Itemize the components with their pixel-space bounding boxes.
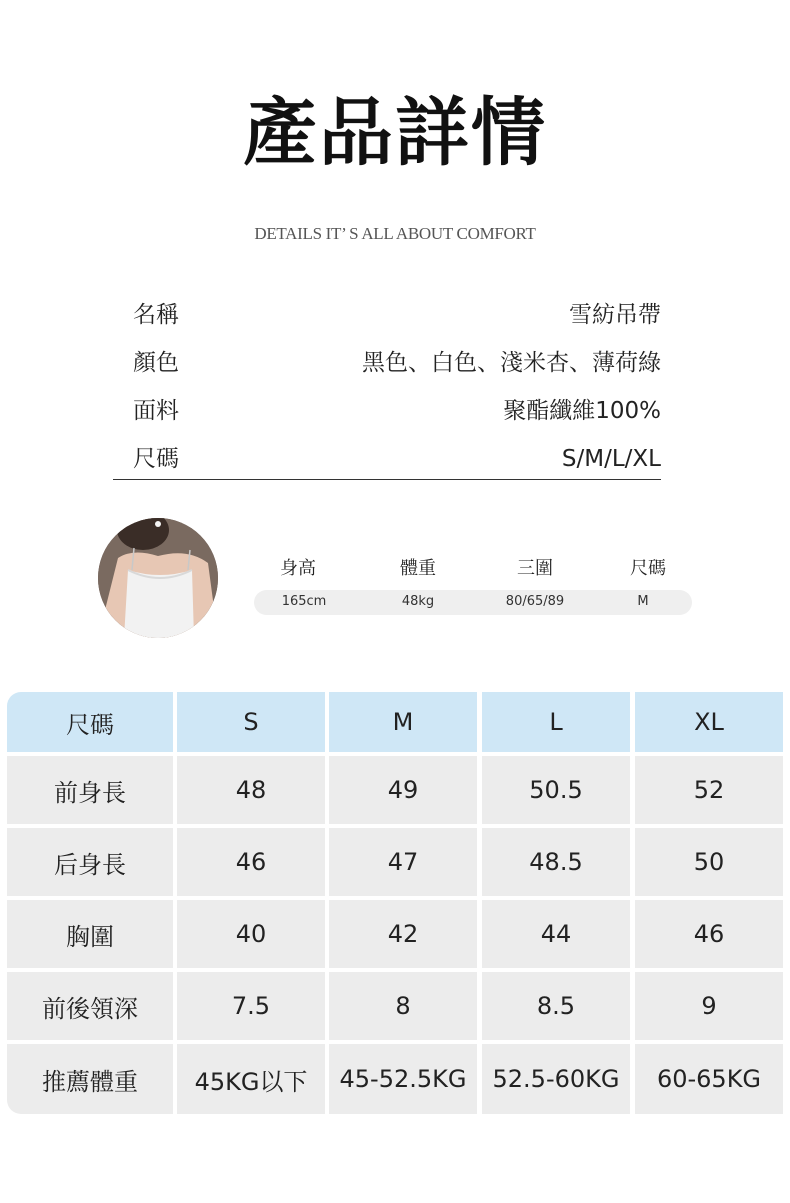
table-row-label: 胸圍 [7,900,173,968]
table-cell: 40 [177,900,325,968]
table-cell: 8 [329,972,477,1040]
table-cell: 47 [329,828,477,896]
table-header-cell: 尺碼 [7,692,173,752]
page-title: 產品詳情 [243,90,547,176]
spec-value: 雪紡吊帶 [569,302,661,328]
table-cell: 42 [329,900,477,968]
model-value-height: 165cm [281,594,327,609]
spec-divider [113,479,661,480]
spec-key: 名稱 [133,302,179,328]
spec-row-size [113,435,661,483]
model-header-measurements: 三圍 [517,558,553,579]
table-row-label: 前後領深 [7,972,173,1040]
table-header-cell: M [329,692,477,752]
table-cell: 45-52.5KG [329,1044,477,1114]
model-avatar [98,518,218,638]
spec-value: 聚酯纖維100% [503,398,661,424]
model-header-size: 尺碼 [630,558,666,579]
table-cell: 50.5 [482,756,630,824]
table-cell: 9 [635,972,783,1040]
spec-key: 顏色 [133,350,179,376]
table-cell: 52 [635,756,783,824]
table-cell: 46 [177,828,325,896]
table-row-label: 推薦體重 [7,1044,173,1114]
table-row-label: 前身長 [7,756,173,824]
page-subtitle: DETAILS IT’ S ALL ABOUT COMFORT [254,224,536,243]
table-cell: 44 [482,900,630,968]
spec-value: S/M/L/XL [561,446,661,472]
table-cell: 46 [635,900,783,968]
spec-row-color [113,339,661,387]
table-header-cell: XL [635,692,783,752]
model-value-measurements: 80/65/89 [505,594,565,609]
table-header-cell: S [177,692,325,752]
table-cell: 60-65KG [635,1044,783,1114]
size-table [7,692,783,1114]
spec-key: 面料 [133,398,179,424]
table-header-cell: L [482,692,630,752]
table-cell: 7.5 [177,972,325,1040]
spec-row-fabric [113,387,661,435]
table-row-label: 后身長 [7,828,173,896]
table-cell: 45KG以下 [177,1044,325,1114]
model-value-weight: 48kg [401,594,435,609]
spec-value: 黑色、白色、淺米杏、薄荷綠 [362,350,661,376]
model-photo-icon [98,518,218,638]
spec-row-name [113,291,661,339]
spec-key: 尺碼 [133,446,179,472]
table-cell: 52.5-60KG [482,1044,630,1114]
model-header-height: 身高 [280,558,316,579]
model-header-weight: 體重 [400,558,436,579]
table-cell: 48.5 [482,828,630,896]
table-cell: 50 [635,828,783,896]
table-cell: 49 [329,756,477,824]
model-value-size: M [637,594,649,609]
table-cell: 8.5 [482,972,630,1040]
table-cell: 48 [177,756,325,824]
